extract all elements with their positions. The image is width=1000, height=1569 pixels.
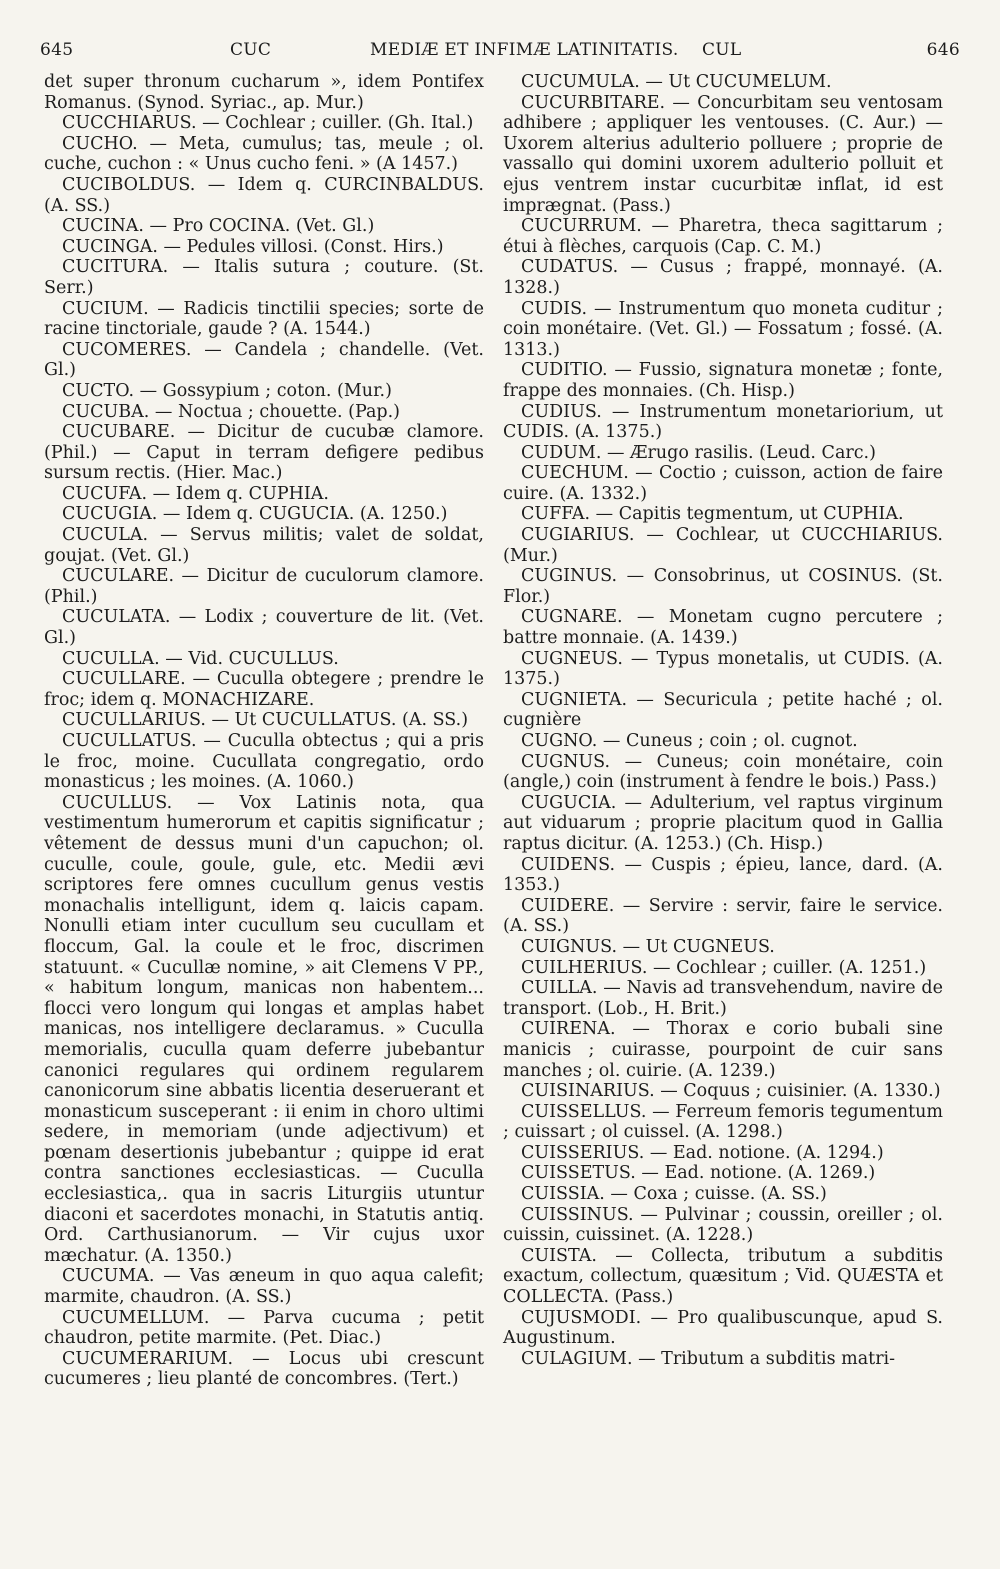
right-guide-word: CUL bbox=[702, 40, 742, 60]
dictionary-entry: CUCUBARE. — Dicitur de cucubæ clamore. (Phil.) — Caput in terram defigere pedibus sursum rectis. (Hier. Mac.) bbox=[44, 422, 484, 484]
dictionary-entry: CUGNO. — Cuneus ; coin ; ol. cugnot. bbox=[521, 731, 858, 751]
dictionary-entry: CUCINGA. — Pedules villosi. (Const. Hirs.) bbox=[62, 236, 444, 257]
dictionary-entry: CUISTA. — Collecta, tributum a subditis exactum, collectum, quæsitum ; Vid. QUÆSTA et COLLECTA. (Pass.) bbox=[503, 1245, 943, 1308]
left-column bbox=[44, 72, 484, 1390]
left-page-number: 645 bbox=[40, 40, 74, 60]
dictionary-entry: CUFFA. — Capitis tegmentum, ut CUPHIA. bbox=[521, 504, 904, 525]
dictionary-entry: CUCURBITARE. — Concurbitam seu ventosam adhibere ; appliquer les ventouses. (C. Aur.) — Uxorem alterius adulterio polluere ; proprie de vassallo qui domini uxorem adulterio polluit et ejus ventrem instar cucurbitæ inflat, id est imprægnat. (Pass.) bbox=[503, 92, 943, 216]
dictionary-entry: CUIDENS. — Cuspis ; épieu, lance, dard. (A. 1353.) bbox=[503, 854, 943, 896]
dictionary-entry: CUCULLA. — Vid. CUCULLUS. bbox=[62, 648, 339, 669]
dictionary-entry: CUCIUM. — Radicis tinctilii species; sorte de racine tinctoriale, gaude ? (A. 1544.) bbox=[44, 298, 484, 340]
dictionary-entry: CUISSERIUS. — Ead. notione. (A. 1294.) bbox=[521, 1142, 884, 1163]
dictionary-entry: CUCIBOLDUS. — Idem q. CURCINBALDUS. (A. SS.) bbox=[44, 174, 484, 216]
dictionary-entry: CUCCHIARUS. — Cochlear ; cuiller. (Gh. Ital.) bbox=[62, 113, 474, 134]
dictionary-entry: CUGNARE. — Monetam cugno percutere ; battre monnaie. (A. 1439.) bbox=[503, 607, 943, 649]
dictionary-entry: CUDUM. — Ærugo rasilis. (Leud. Carc.) bbox=[521, 442, 876, 463]
dictionary-entry: CUCUGIA. — Idem q. CUGUCIA. (A. 1250.) bbox=[62, 504, 448, 525]
dictionary-entry: CUCUMA. — Vas æneum in quo aqua calefit; marmite, chaudron. (A. SS.) bbox=[44, 1266, 484, 1308]
dictionary-entry: CUGIARIUS. — Cochlear, ut CUCCHIARIUS. (Mur.) bbox=[503, 525, 943, 566]
dictionary-entry: CUIRENA. — Thorax e corio bubali sine manicis ; cuirasse, pourpoint de cuir sans manches ; ol. cuirie. (A. 1239.) bbox=[503, 1019, 943, 1081]
dictionary-entry: CUDIS. — Instrumentum quo moneta cuditur ; coin monétaire. (Vet. Gl.) — Fossatum ; fossé. (A. 1313.) bbox=[503, 298, 943, 360]
dictionary-entry: CULAGIUM. — Tributum a subditis matri- bbox=[521, 1348, 896, 1369]
dictionary-entry: CUCURRUM. — Pharetra, theca sagittarum ; étui à flèches, carquois (Cap. C. M.) bbox=[503, 216, 943, 257]
dictionary-entry: CUCULATA. — Lodix ; couverture de lit. (Vet. Gl.) bbox=[44, 607, 484, 649]
dictionary-entry: CUECHUM. — Coctio ; cuisson, action de faire cuire. (A. 1332.) bbox=[503, 463, 943, 504]
dictionary-entry: CUCOMERES. — Candela ; chandelle. (Vet. Gl.) bbox=[44, 339, 484, 381]
dictionary-entry: CUISSETUS. — Ead. notione. (A. 1269.) bbox=[521, 1163, 876, 1184]
dictionary-entry: CUIDERE. — Servire : servir, faire le service. (A. SS.) bbox=[503, 895, 943, 937]
dictionary-entry: CUCTO. — Gossypium ; coton. (Mur.) bbox=[62, 380, 392, 401]
dictionary-entry: CUCHO. — Meta, cumulus; tas, meule ; ol. cuche, cuchon : « Unus cucho feni. » (A 1457.) bbox=[44, 133, 484, 175]
dictionary-entry: CUCITURA. — Italis sutura ; couture. (St. Serr.) bbox=[44, 257, 484, 298]
dictionary-entry: CUDATUS. — Cusus ; frappé, monnayé. (A. 1328.) bbox=[503, 257, 943, 298]
dictionary-entry: CUCULLARIUS. — Ut CUCULLATUS. (A. SS.) bbox=[62, 710, 469, 731]
dictionary-entry: CUDIUS. — Instrumentum monetariorium, ut CUDIS. (A. 1375.) bbox=[503, 401, 943, 443]
dictionary-entry: CUCULA. — Servus militis; valet de soldat, goujat. (Vet. Gl.) bbox=[44, 525, 484, 566]
dictionary-entry: CUGUCIA. — Adulterium, vel raptus virginum aut viduarum ; proprie placitum quod in Gallia raptus dicitur. (A. 1253.) (Ch. Hisp.) bbox=[503, 792, 943, 854]
dictionary-entry: det super thronum cucharum », idem Pontifex Romanus. (Synod. Syriac., ap. Mur.) bbox=[44, 72, 484, 113]
dictionary-entry: CUGNIETA. — Securicula ; petite haché ; ol. cugnière bbox=[503, 689, 943, 731]
dictionary-entry: CUCUFA. — Idem q. CUPHIA. bbox=[62, 483, 329, 504]
dictionary-entry: CUCUMELLUM. — Parva cucuma ; petit chaudron, petite marmite. (Pet. Diac.) bbox=[44, 1307, 484, 1349]
dictionary-entry: CUCUMULA. — Ut CUCUMELUM. bbox=[521, 72, 832, 92]
dictionary-entry: CUJUSMODI. — Pro qualibuscunque, apud S. Augustinum. bbox=[503, 1307, 943, 1349]
dictionary-entry: CUISSIA. — Coxa ; cuisse. (A. SS.) bbox=[521, 1184, 827, 1205]
dictionary-entry: CUIGNUS. — Ut CUGNEUS. bbox=[521, 936, 775, 957]
dictionary-entry: CUILHERIUS. — Cochlear ; cuiller. (A. 1251.) bbox=[521, 957, 927, 978]
dictionary-entry: CUCINA. — Pro COCINA. (Vet. Gl.) bbox=[62, 216, 375, 237]
dictionary-entry: CUGINUS. — Consobrinus, ut COSINUS. (St. Flor.) bbox=[503, 566, 943, 607]
dictionary-entry: CUILLA. — Navis ad transvehendum, navire de transport. (Lob., H. Brit.) bbox=[503, 978, 943, 1019]
running-header bbox=[40, 40, 960, 66]
right-column bbox=[503, 72, 943, 1369]
dictionary-entry: CUCULLARE. — Cuculla obtegere ; prendre le froc; idem q. MONACHIZARE. bbox=[44, 669, 484, 710]
dictionary-entry: CUGNEUS. — Typus monetalis, ut CUDIS. (A. 1375.) bbox=[503, 648, 943, 690]
dictionary-entry: CUCUMERARIUM. — Locus ubi crescunt cucumeres ; lieu planté de concombres. (Tert.) bbox=[44, 1348, 484, 1390]
dictionary-entry: CUGNUS. — Cuneus; coin monétaire, coin (angle,) coin (instrument à fendre le bois.) Pass.) bbox=[503, 751, 943, 793]
left-guide-word: CUC bbox=[230, 40, 272, 60]
dictionary-entry: CUISSELLUS. — Ferreum femoris tegumentum ; cuissart ; ol cuissel. (A. 1298.) bbox=[503, 1101, 943, 1143]
dictionary-entry: CUCULARE. — Dicitur de cuculorum clamore. (Phil.) bbox=[44, 566, 484, 607]
dictionary-entry: CUCULLATUS. — Cuculla obtectus ; qui a pris le froc, moine. Cucullata congregatio, ordo monasticus ; les moines. (A. 1060.) bbox=[44, 731, 484, 793]
dictionary-entry: CUCULLUS. — Vox Latinis nota, qua vestimentum humerorum et capitis significatur ; vêtement de dessus muni d'un capuchon; ol. cuculle, coule, goule, gule, etc. Medii ævi scriptores fere omnes cucullum genus vestis monachalis intelligunt, idem q. laicis capam. Nonulli etiam inter cucullum seu cucullam et floccum, Gal. la coule et le froc, discrimen statuunt. « Cucullæ nomine, » ait Clemens V PP., « habitum longum, manicas non habentem... flocci vero longum qui longas et amplas habet manicas, nos intelligere declaramus. » Cuculla memorialis, cuculla quam deferre jubebantur canonici regulares qui ordinem regularem canonicorum sine abbatis licentia deseruerant et monasticum susceperant : ii enim in choro ultimi sedere, in memoriam (unde adjectivum) et pœnam desertionis jubebantur ; quippe id erat contra sanctiones ecclesiasticas. — Cuculla ecclesiastica,. qua in sacris Liturgiis utuntur diaconi et sacerdotes monachi, in Statutis antiq. Ord. Carthusianorum. — Vir cujus uxor mæchatur. (A. 1350.) bbox=[44, 792, 484, 1266]
dictionary-entry: CUCUBA. — Noctua ; chouette. (Pap.) bbox=[62, 401, 400, 422]
dictionary-entry: CUISSINUS. — Pulvinar ; coussin, oreiller ; ol. cuissin, cuissinet. (A. 1228.) bbox=[503, 1204, 943, 1246]
dictionary-entry: CUDITIO. — Fussio, signatura monetæ ; fonte, frappe des monnaies. (Ch. Hisp.) bbox=[503, 360, 943, 401]
running-title: MEDIÆ ET INFIMÆ LATINITATIS. bbox=[370, 40, 679, 60]
dictionary-entry: CUISINARIUS. — Coquus ; cuisinier. (A. 1330.) bbox=[521, 1081, 941, 1102]
right-page-number: 646 bbox=[926, 40, 960, 60]
